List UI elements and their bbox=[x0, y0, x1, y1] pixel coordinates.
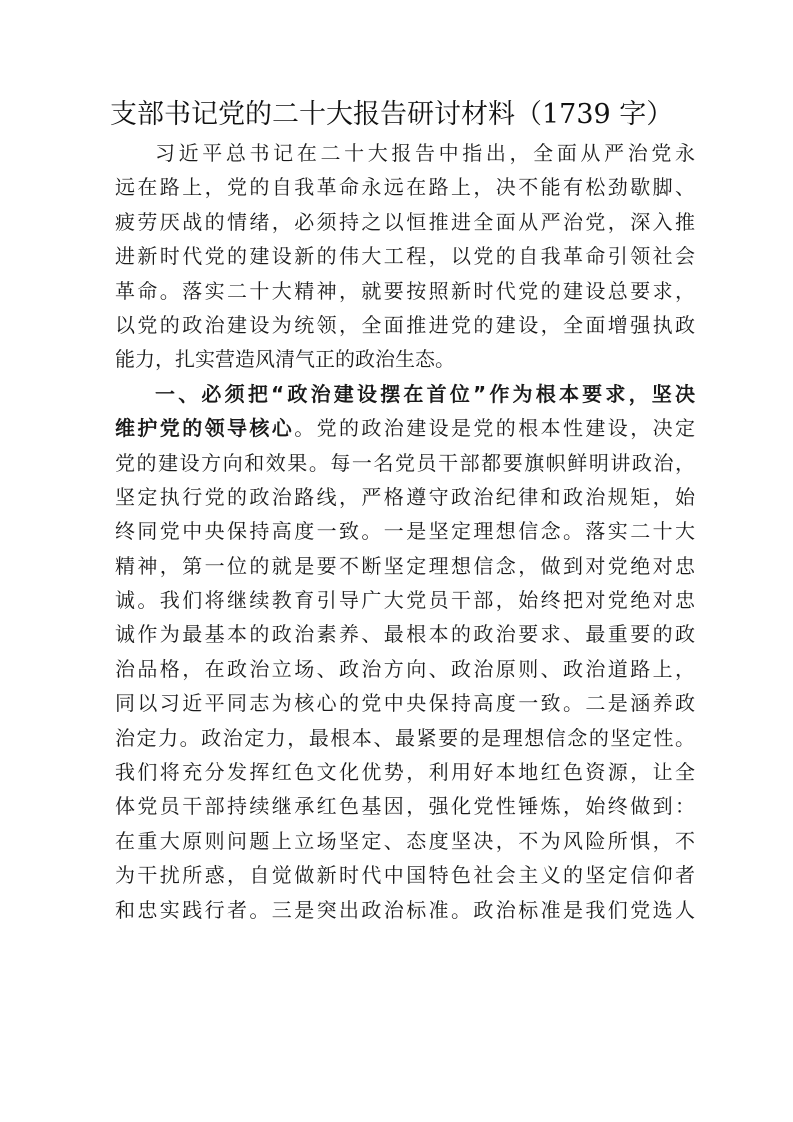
text-line: 诚作为最基本的政治素养、最根本的政治要求、最重要的政 bbox=[115, 622, 695, 647]
text-line: 终同党中央保持高度一致。一是坚定理想信念。落实二十大 bbox=[115, 519, 695, 544]
text-line: 体党员干部持续继承红色基因，强化党性锤炼，始终做到： bbox=[115, 794, 695, 819]
text-line: 治品格，在政治立场、政治方向、政治原则、政治道路上， bbox=[115, 656, 695, 681]
text-line bbox=[115, 411, 695, 445]
text-line: 精神，第一位的就是要不断坚定理想信念，做到对党绝对忠 bbox=[115, 553, 695, 578]
section-heading-continuation: 维护党的领导核心 bbox=[115, 416, 295, 441]
text-line: 诚。我们将继续教育引导广大党员干部，始终把对党绝对忠 bbox=[115, 588, 695, 613]
text-line: 坚定执行党的政治路线，严格遵守政治纪律和政治规矩，始 bbox=[115, 484, 695, 509]
text-line: 和忠实践行者。三是突出政治标准。政治标准是我们党选人 bbox=[115, 897, 695, 922]
section-heading-line: 一、必须把“政治建设摆在首位”作为根本要求，坚决 bbox=[155, 381, 695, 406]
text-line: 习近平总书记在二十大报告中指出，全面从严治党永 bbox=[155, 141, 695, 165]
text-line: 党的建设方向和效果。每一名党员干部都要旗帜鲜明讲政治， bbox=[115, 450, 695, 475]
document-title: 支部书记党的二十大报告研讨材料（1739 字） bbox=[110, 99, 674, 130]
text-line: 能力，扎实营造风清气正的政治生态。 bbox=[115, 347, 455, 372]
text-line: 远在路上，党的自我革命永远在路上，决不能有松劲歇脚、 bbox=[115, 175, 695, 200]
document-body bbox=[115, 136, 695, 927]
text-run: 。党的政治建设是党的根本性建设，决定 bbox=[294, 416, 696, 441]
text-line: 我们将充分发挥红色文化优势，利用好本地红色资源，让全 bbox=[115, 760, 695, 785]
text-line: 以党的政治建设为统领，全面推进党的建设，全面增强执政 bbox=[115, 312, 695, 337]
text-line: 疲劳厌战的情绪，必须持之以恒推进全面从严治党，深入推 bbox=[115, 209, 695, 234]
text-line: 同以习近平同志为核心的党中央保持高度一致。二是涵养政 bbox=[115, 691, 695, 716]
text-line: 在重大原则问题上立场坚定、态度坚决，不为风险所惧，不 bbox=[115, 828, 695, 853]
text-line: 进新时代党的建设新的伟大工程，以党的自我革命引领社会 bbox=[115, 244, 695, 269]
text-line: 治定力。政治定力，最根本、最紧要的是理想信念的坚定性。 bbox=[115, 725, 695, 750]
text-line: 为干扰所惑，自觉做新时代中国特色社会主义的坚定信仰者 bbox=[115, 863, 695, 888]
text-line: 革命。落实二十大精神，就要按照新时代党的建设总要求， bbox=[115, 278, 695, 303]
